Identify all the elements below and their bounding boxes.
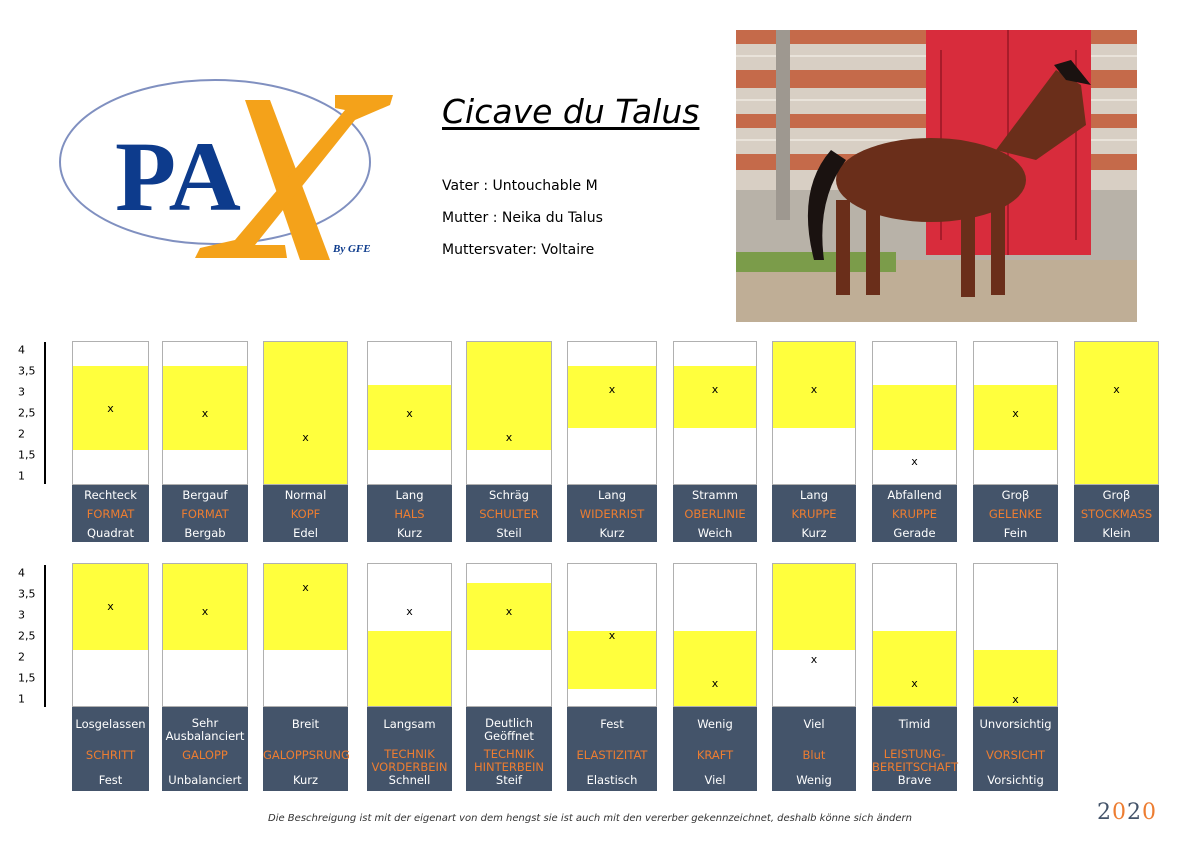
year-digit: 2 [1127, 800, 1142, 825]
pax-logo [55, 70, 400, 275]
horse-name: Cicave du Talus [442, 92, 700, 131]
trait-bar [367, 341, 452, 485]
trait-range-fill [873, 631, 956, 707]
trait-marker: x [911, 454, 918, 468]
trait-name: STOCKMASS [1080, 507, 1153, 521]
mutter-line: Mutter : Neika du Talus [442, 210, 603, 226]
trait-marker: x [406, 604, 413, 618]
scale-label: 1,5 [18, 448, 36, 462]
trait-name: GELENKE [988, 507, 1043, 521]
trait-top-label: Groβ [1102, 488, 1131, 502]
trait-marker: x [608, 628, 616, 642]
trait-bottom-label: Steif [495, 773, 523, 787]
trait-range-fill [568, 366, 656, 428]
trait-column [263, 563, 348, 791]
trait-label-box [973, 707, 1058, 791]
trait-bar [263, 563, 348, 707]
muttersvater-line: Muttersvater: Voltaire [442, 242, 595, 258]
scale-label: 3,5 [18, 587, 36, 601]
trait-bar [567, 341, 657, 485]
trait-bottom-label: Kurz [292, 773, 319, 787]
trait-bottom-label: Fein [1003, 526, 1028, 540]
trait-label-box [466, 485, 552, 542]
trait-name: GALOPPSRUNG [263, 748, 350, 762]
trait-bottom-label: Kurz [599, 526, 625, 540]
trait-top-label: Lang [395, 488, 424, 502]
trait-name: OBERLINIE [684, 507, 746, 521]
trait-name: SCHULTER [479, 507, 539, 521]
trait-label-box [263, 707, 348, 791]
trait-top-label: Groβ [1001, 488, 1030, 502]
trait-marker: x [1012, 406, 1019, 420]
trait-top-label: Losgelassen [75, 717, 146, 731]
trait-column [466, 341, 552, 542]
trait-marker: x [711, 676, 719, 690]
trait-range-fill [674, 631, 756, 707]
logo-sub: By GFE [333, 243, 371, 255]
trait-label-box [263, 485, 348, 542]
trait-bottom-label: Edel [293, 526, 318, 540]
trait-name: TECHNIK HINTERBEIN [473, 747, 545, 774]
trait-column [72, 341, 149, 542]
trait-column [72, 563, 149, 791]
trait-name: KOPF [290, 507, 321, 521]
trait-top-label: Schräg [489, 488, 529, 502]
trait-bar [872, 563, 957, 707]
trait-column [673, 563, 757, 791]
trait-marker: x [1113, 382, 1120, 396]
trait-column [772, 563, 856, 791]
trait-column [1074, 341, 1159, 542]
trait-marker: x [810, 652, 818, 666]
trait-column [567, 341, 657, 542]
trait-marker: x [911, 676, 918, 690]
trait-label-box [973, 485, 1058, 542]
trait-column [367, 341, 452, 542]
trait-bottom-label: Quadrat [87, 526, 134, 540]
trait-column [973, 563, 1058, 791]
scale-axis-row2 [44, 565, 46, 707]
trait-bottom-label: Vorsichtig [987, 773, 1044, 787]
scale-label: 1,5 [18, 671, 36, 685]
trait-top-label: Deutlich Geöffnet [484, 716, 534, 743]
trait-top-label: Lang [799, 488, 829, 502]
scale-label: 3 [18, 385, 25, 399]
scale-label: 1 [18, 469, 25, 483]
trait-label-box [673, 707, 757, 791]
trait-column [872, 563, 957, 791]
scale-label: 1 [18, 692, 25, 706]
trait-label-box [72, 485, 149, 542]
trait-label-box [872, 707, 957, 791]
trait-bottom-label: Unbalanciert [168, 773, 242, 787]
trait-bar [872, 341, 957, 485]
trait-bottom-label: Fest [98, 773, 123, 787]
trait-marker: x [505, 604, 513, 618]
trait-top-label: Rechteck [84, 488, 137, 502]
trait-column [466, 563, 552, 791]
trait-marker: x [107, 402, 114, 416]
trait-label-box [1074, 485, 1159, 542]
trait-label-box [367, 707, 452, 791]
trait-bottom-label: Elastisch [586, 773, 638, 787]
trait-marker: x [711, 382, 719, 396]
trait-name: Blut [802, 748, 826, 762]
trait-top-label: Abfallend [887, 488, 942, 502]
trait-name: FORMAT [181, 507, 229, 521]
trait-bar [673, 563, 757, 707]
trait-bar [772, 563, 856, 707]
trait-name: ELASTIZITAT [576, 748, 648, 762]
trait-name: KRAFT [696, 748, 734, 762]
year-digit: 0 [1142, 800, 1157, 825]
trait-bottom-label: Kurz [396, 526, 423, 540]
trait-bar [263, 341, 348, 485]
scale-label: 4 [18, 343, 25, 357]
trait-top-label: Bergauf [182, 488, 228, 502]
trait-range-fill [773, 564, 855, 650]
trait-marker: x [302, 580, 309, 594]
trait-bottom-label: Kurz [801, 526, 827, 540]
trait-marker: x [406, 406, 413, 420]
trait-marker: x [302, 430, 309, 444]
trait-bottom-label: Gerade [893, 526, 936, 540]
logo-text-pa: PA [115, 121, 241, 232]
trait-top-label: Sehr Ausbalanciert [165, 716, 245, 743]
trait-label-box [567, 485, 657, 542]
trait-name: TECHNIK VORDERBEIN [371, 747, 448, 774]
trait-range-fill [368, 631, 451, 707]
trait-name: VORSICHT [985, 748, 1046, 762]
trait-marker: x [1012, 692, 1019, 706]
trait-top-label: Lang [597, 488, 627, 502]
trait-bottom-label: Wenig [796, 773, 832, 787]
trait-bottom-label: Viel [704, 773, 726, 787]
trait-label-box [72, 707, 149, 791]
vater-line: Vater : Untouchable M [442, 178, 598, 194]
scale-label: 2 [18, 427, 25, 441]
trait-top-label: Viel [803, 717, 825, 731]
trait-name: FORMAT [86, 507, 135, 521]
trait-label-box [673, 485, 757, 542]
trait-bottom-label: Bergab [184, 526, 226, 540]
trait-top-label: Wenig [697, 717, 733, 731]
trait-bar [162, 341, 248, 485]
footnote: Die Beschreigung ist mit der eigenart von dem hengst sie ist auch mit den vererber gekennzeichnet, deshalb könne sich ändern [268, 813, 912, 824]
trait-top-label: Langsam [383, 717, 436, 731]
scale-label: 3,5 [18, 364, 36, 378]
trait-bar [567, 563, 657, 707]
trait-range-fill [674, 366, 756, 428]
horse-photo [736, 30, 1137, 322]
trait-column [162, 563, 248, 791]
trait-label-box [772, 485, 856, 542]
trait-name: GALOPP [182, 748, 228, 762]
trait-bar [772, 341, 856, 485]
trait-label-box [772, 707, 856, 791]
trait-column [263, 341, 348, 542]
trait-bar [466, 341, 552, 485]
trait-bar [673, 341, 757, 485]
trait-bottom-label: Schnell [388, 773, 431, 787]
trait-column [162, 341, 248, 542]
trait-bottom-label: Weich [697, 526, 733, 540]
trait-bottom-label: Klein [1102, 526, 1131, 540]
trait-top-label: Unvorsichtig [979, 717, 1052, 731]
trait-range-fill [264, 342, 347, 485]
trait-bar [466, 563, 552, 707]
trait-range-fill [264, 564, 347, 650]
trait-column [772, 341, 856, 542]
trait-range-fill [1075, 342, 1158, 485]
scale-axis-row1 [44, 342, 46, 484]
trait-marker: x [810, 382, 818, 396]
trait-column [673, 341, 757, 542]
trait-bar [162, 563, 248, 707]
scale-label: 2 [18, 650, 25, 664]
trait-column [973, 341, 1058, 542]
trait-name: KRUPPE [891, 507, 938, 521]
trait-range-fill [873, 385, 956, 450]
trait-bottom-label: Brave [897, 773, 932, 787]
trait-marker: x [608, 382, 616, 396]
year-digit: 2 [1097, 800, 1112, 825]
trait-top-label: Fest [600, 717, 624, 731]
trait-name: WIDERRIST [579, 507, 645, 521]
year [1097, 800, 1157, 825]
trait-marker: x [201, 604, 209, 618]
trait-label-box [567, 707, 657, 791]
trait-name: SCHRITT [85, 748, 136, 762]
trait-label-box [367, 485, 452, 542]
scale-label: 2,5 [18, 629, 36, 643]
trait-bar [1074, 341, 1159, 485]
trait-bottom-label: Steil [496, 526, 522, 540]
trait-bar [72, 563, 149, 707]
trait-marker: x [107, 600, 114, 614]
trait-bar [72, 341, 149, 485]
trait-column [872, 341, 957, 542]
trait-column [367, 563, 452, 791]
trait-bar [973, 563, 1058, 707]
trait-top-label: Breit [291, 717, 320, 731]
trait-name: KRUPPE [791, 507, 837, 521]
scale-label: 4 [18, 566, 25, 580]
trait-label-box [872, 485, 957, 542]
scale-label: 2,5 [18, 406, 36, 420]
trait-label-box [162, 707, 248, 791]
trait-label-box [162, 485, 248, 542]
trait-bar [367, 563, 452, 707]
trait-top-label: Timid [898, 717, 931, 731]
scale-label: 3 [18, 608, 25, 622]
trait-column [567, 563, 657, 791]
trait-marker: x [505, 430, 513, 444]
trait-name: LEISTUNG- BEREITSCHAFT [872, 747, 959, 774]
trait-marker: x [201, 406, 209, 420]
trait-top-label: Normal [284, 488, 327, 502]
trait-label-box [466, 707, 552, 791]
trait-top-label: Stramm [692, 488, 738, 502]
year-digit: 0 [1112, 800, 1127, 825]
trait-bar [973, 341, 1058, 485]
trait-name: HALS [394, 507, 425, 521]
